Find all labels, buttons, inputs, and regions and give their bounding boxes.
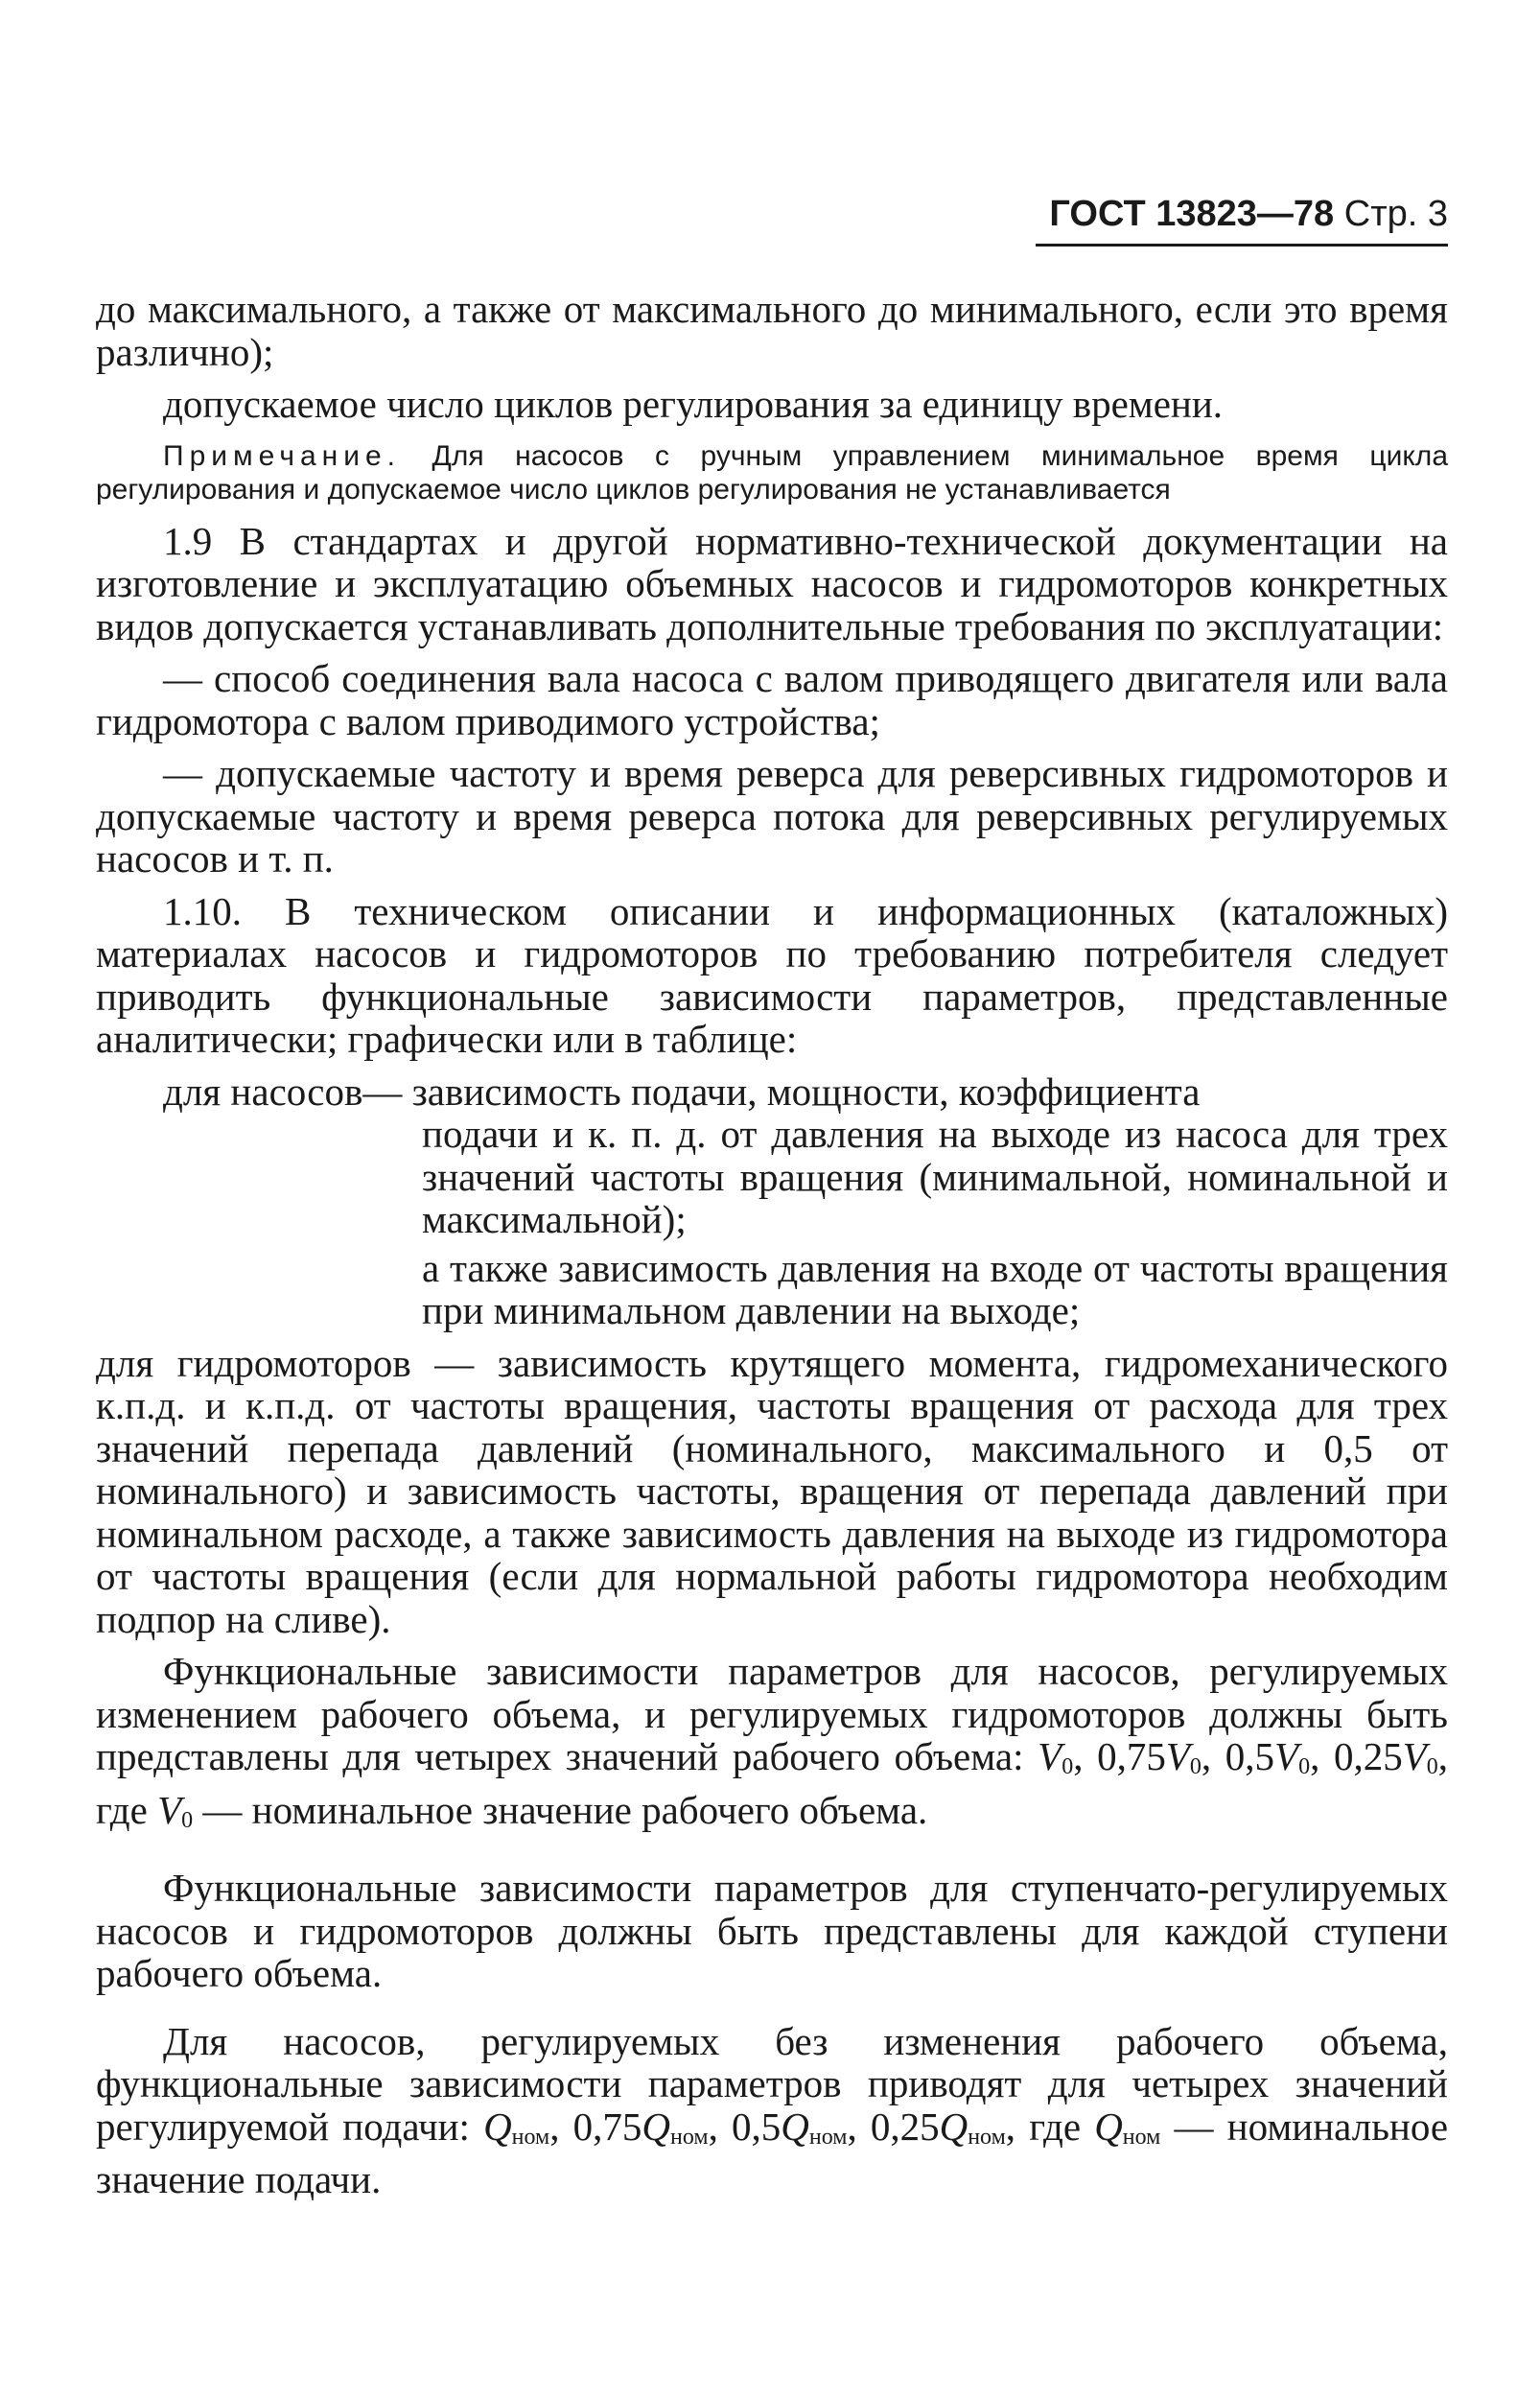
q075-symbol: 0,75Qном bbox=[572, 2104, 709, 2150]
note-label: Примечание. bbox=[163, 439, 401, 472]
document-body bbox=[96, 288, 1448, 2211]
q05-symbol: 0,5Qном bbox=[732, 2104, 848, 2150]
qnom-symbol: Qном bbox=[483, 2104, 550, 2150]
page-number: Стр. 3 bbox=[1343, 194, 1448, 234]
paragraph-stepped: Функциональные зависимости параметров для ступенчато-регулируемых насосов и гидромоторов должны быть представлены для каждой ступени рабочего объема. bbox=[96, 1866, 1448, 1995]
pumps-lead: для насосов bbox=[163, 1069, 363, 1114]
flow-text-a: Для насосов, регулируемых без изменения рабочего объема, функциональные зависимости параметров приводят для четырех значений регулируемой подачи: bbox=[96, 2018, 1448, 2149]
paragraph-cycles: допускаемое число циклов регулирования за единицу времени. bbox=[163, 382, 1224, 426]
clause-1-10: 1.10. В техническом описании и информационных (каталожных) материалах насосов и гидромоторов по требованию потребителя следует приводить функциональные зависимости параметров, представленные аналитически; графически или в таблице: bbox=[96, 888, 1448, 1061]
pumps-dependency-block bbox=[96, 1113, 1448, 1332]
q025-symbol: 0,25Qном bbox=[870, 2104, 1006, 2150]
v075-symbol: 0,75V0 bbox=[1097, 1734, 1202, 1779]
qnom-symbol-def: Qном bbox=[1094, 2104, 1161, 2150]
note-text: Для насосов с ручным управлением минимальное время цикла регулирования и допускаемое число циклов регулирования не устанавливается bbox=[96, 439, 1448, 505]
motors-paragraph bbox=[96, 1342, 1448, 1641]
v0-symbol-def: V0 bbox=[157, 1787, 194, 1833]
volume-text-a: Функциональные зависимости параметров для насосов, регулируемых изменением рабочего объема, и регулируемых гидромоторов должны быть представлены для четырех значений рабочего объема: bbox=[96, 1649, 1448, 1778]
v05-symbol: 0,5V0 bbox=[1225, 1734, 1311, 1779]
pumps-rest: — зависимость подачи, мощности, коэффициента bbox=[362, 1069, 1201, 1114]
note-paragraph bbox=[96, 439, 1448, 506]
v0-symbol: V0 bbox=[1038, 1734, 1074, 1779]
dash-item-shaft: — способ соединения вала насоса с валом приводящего двигателя или вала гидромотора с валом приводимого устройства; bbox=[96, 656, 1448, 743]
paragraph-volume: Функциональные зависимости параметров для насосов, регулируемых изменением рабочего объема, и регулируемых гидромоторов должны быть представлены для четырех значений рабочего объема: V0, 0,75V0, 0,5V0, 0,25V0, где V0 — номинальное значение рабочего объема. bbox=[96, 1649, 1448, 1833]
header-rule bbox=[1036, 244, 1448, 247]
pumps-cont-2: а также зависимость давления на входе от частоты вращения при минимальном давлении на выходе; bbox=[422, 1245, 1448, 1332]
dash-item-reverse: — допускаемые частоту и время реверса для реверсивных гидромоторов и допускаемые частоту и время реверса потока для реверсивных регулируемых насосов и т. п. bbox=[96, 751, 1448, 881]
standard-number: ГОСТ 13823—78 bbox=[1049, 194, 1335, 234]
paragraph-continuation: до максимального, а также от максимального до минимального, если это время различно); bbox=[96, 287, 1448, 374]
v025-symbol: 0,25V0 bbox=[1333, 1734, 1438, 1779]
volume-text-b: где bbox=[96, 1787, 148, 1832]
clause-1-9: 1.9 В стандартах и другой нормативно-технической документации на изготовление и эксплуатацию объемных насосов и гидромоторов конкретных видов допускается устанавливать дополнительные требования по эксплуатации: bbox=[96, 518, 1448, 648]
pumps-dependency-line bbox=[96, 1070, 1448, 1114]
flow-text-c: — номинальное значение подачи. bbox=[96, 2104, 1449, 2201]
volume-text-c: — номинальное значение рабочего объема. bbox=[202, 1787, 928, 1832]
paragraph-flow: Для насосов, регулируемых без изменения рабочего объема, функциональные зависимости параметров приводят для четырех значений регулируемой подачи: Qном, 0,75Qном, 0,5Qном, 0,25Qном, где Qном — номинальное значение подачи. bbox=[96, 2018, 1449, 2201]
motors-rest: — зависимость крутящего момента, гидромеханического к.п.д. и к.п.д. от частоты вращения, частоты вращения от расхода для трех значений перепада давлений (номинального, максимального и 0,5 от номинального) и зависимость частоты, вращения от перепада давлений при номинальном расходе, а также зависимость давления на выходе из гидромотора от частоты вращения (если для нормальной работы гидромотора необходим подпор на сливе). bbox=[96, 1340, 1448, 1641]
motors-lead: для гидромоторов bbox=[96, 1340, 411, 1385]
page-header bbox=[997, 192, 1448, 236]
pumps-cont-1: подачи и к. п. д. от давления на выходе из насоса для трех значений частоты вращения (минимальной, номинальной и максимальной); bbox=[422, 1112, 1448, 1241]
flow-text-b: где bbox=[1029, 2104, 1082, 2149]
